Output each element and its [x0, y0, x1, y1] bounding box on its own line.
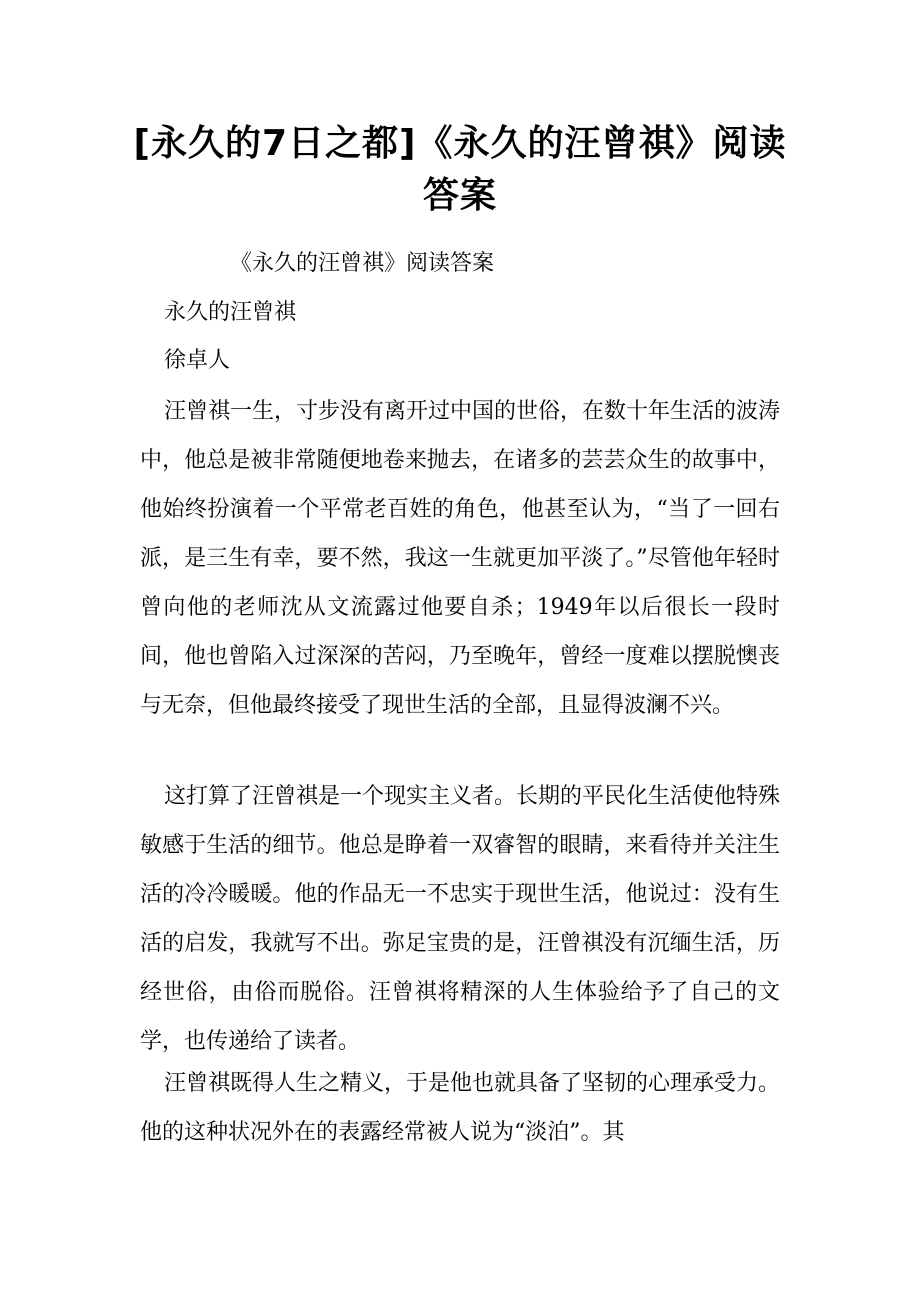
paragraph-3: 汪曾祺既得人生之精义，于是他也就具备了坚韧的心理承受力。他的这种状况外在的表露经常被人说为“淡泊”。其: [140, 1071, 781, 1145]
paragraph-1: 汪曾祺一生，寸步没有离开过中国的世俗，在数十年生活的波涛中，他总是被非常随便地卷来抛去，在诸多的芸芸众生的故事中，他始终扮演着一个平常老百姓的角色，他甚至认为，“当了一回右派，是三生有幸，要不然，我这一生就更加平淡了。”尽管他年轻时曾向他的老师沈从文流露过他要自杀；1949年以后很长一段时间，他也曾陷入过深深的苦闷，乃至晚年，曾经一度难以摆脱懊丧与无奈，但他最终接受了现世生活的全部，且显得波澜不兴。: [140, 399, 781, 718]
document-subtitle: 《永久的汪曾祺》阅读答案: [230, 251, 495, 276]
paragraph-2: 这打算了汪曾祺是一个现实主义者。长期的平民化生活使他特殊敏感于生活的细节。他总是睁着一双睿智的眼睛，来看待并关注生活的冷冷暖暖。他的作品无一不忠实于现世生活，他说过：没有生活的启发，我就写不出。弥足宝贵的是，汪曾祺没有沉缅生活，历经世俗，由俗而脱俗。汪曾祺将精深的人生体验给予了自己的文学，也传递给了读者。: [140, 784, 781, 1054]
document-title: [永久的7日之都]《永久的汪曾祺》阅读答案: [133, 123, 787, 216]
article-author: 徐卓人: [164, 348, 231, 373]
article-title: 永久的汪曾祺: [164, 300, 297, 325]
